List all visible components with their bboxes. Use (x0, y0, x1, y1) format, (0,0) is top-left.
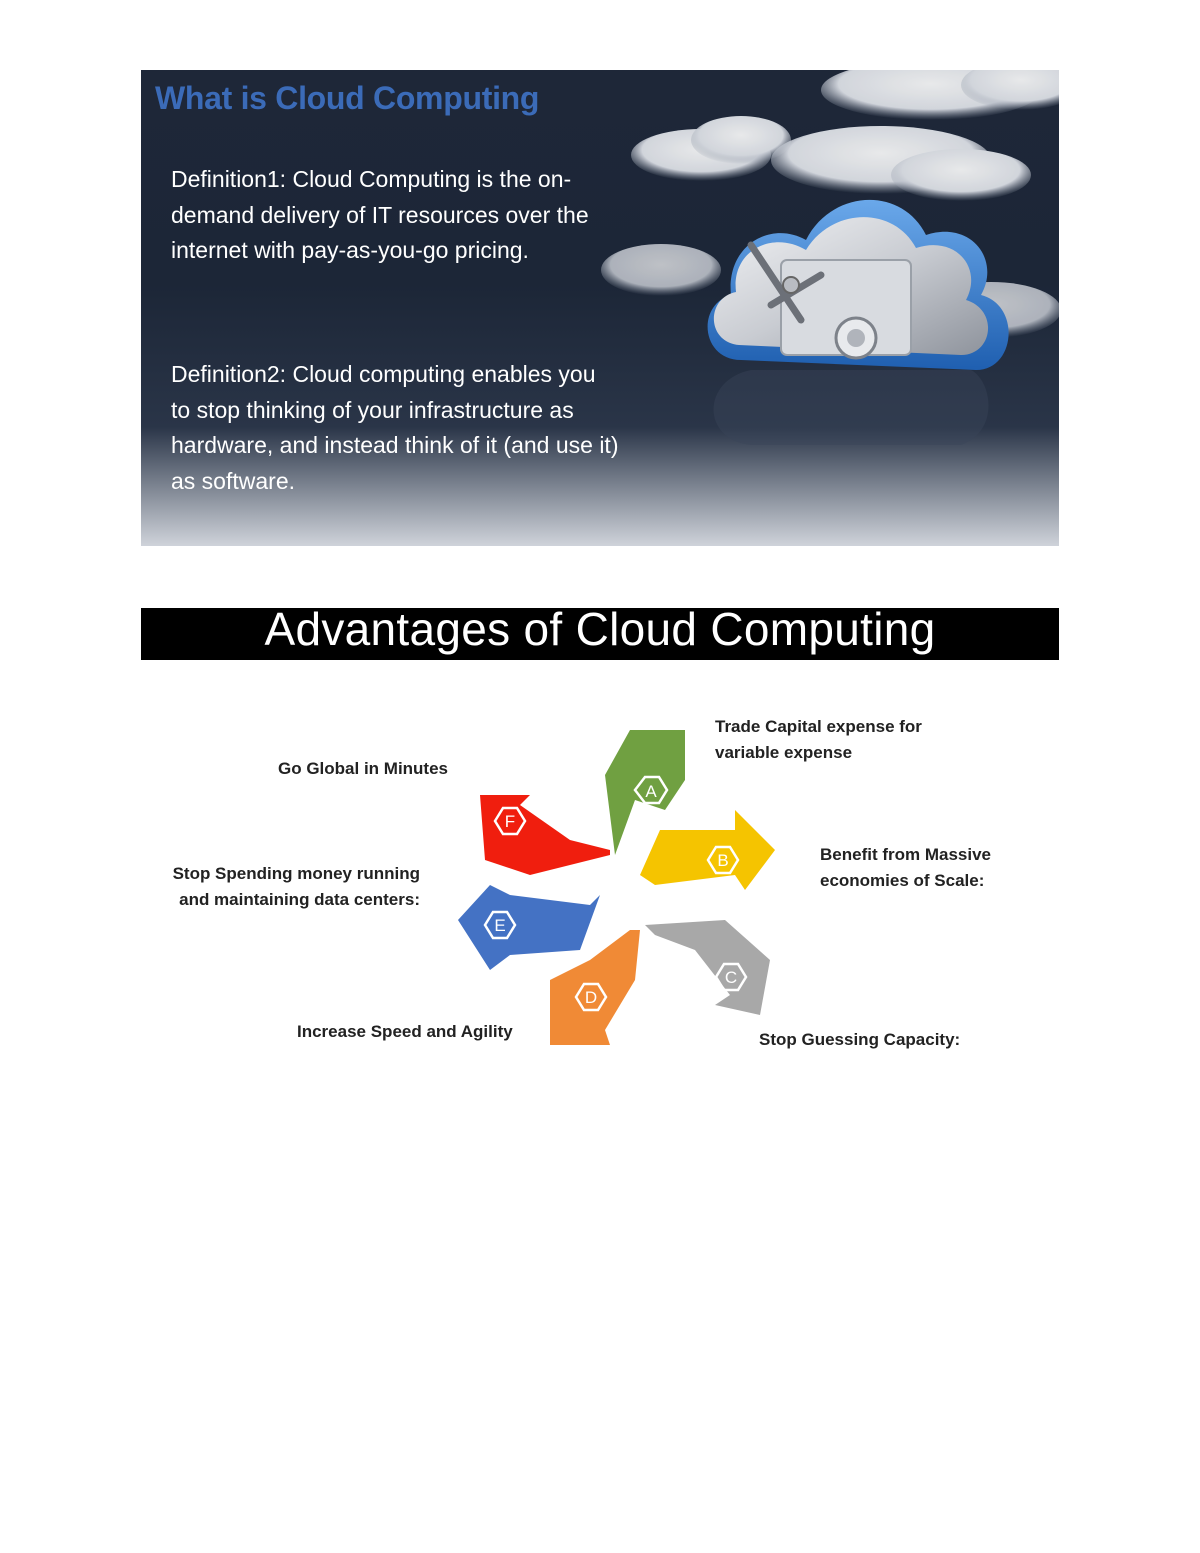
advantages-arrow-wheel (440, 715, 780, 1060)
arrow-c (645, 920, 770, 1015)
advantages-title-banner (141, 608, 1059, 660)
cloud-computing-slide (141, 70, 1059, 546)
advantage-d-text: Increase Speed and Agility (297, 1022, 513, 1041)
arrow-e (458, 885, 600, 970)
advantage-e-text: Stop Spending money running and maintaining data centers: (172, 864, 420, 909)
slide-title: What is Cloud Computing (155, 80, 540, 116)
arrow-b (640, 810, 775, 890)
arrow-e-letter: E (494, 916, 506, 935)
arrow-c-letter: C (724, 968, 738, 987)
arrow-a-letter: A (645, 782, 657, 801)
definition-2: Definition2: Cloud computing enables you to stop thinking of your infrastructure as hardware, and instead think of it (and use it) as software. (171, 361, 619, 494)
advantages-title: Advantages of Cloud Computing (264, 608, 936, 655)
advantage-b-text: Benefit from Massive economies of Scale: (820, 845, 991, 890)
arrow-f-letter: F (504, 812, 516, 831)
definition-1: Definition1: Cloud Computing is the on-demand delivery of IT resources over the internet with pay-as-you-go pricing. (171, 166, 589, 263)
arrow-d-letter: D (584, 988, 598, 1007)
advantage-f-text: Go Global in Minutes (278, 759, 448, 778)
advantage-c-text: Stop Guessing Capacity: (759, 1030, 961, 1049)
arrow-f (480, 795, 610, 875)
arrow-b-letter: B (717, 851, 729, 870)
advantage-a-text: Trade Capital expense for variable expense (715, 717, 922, 762)
